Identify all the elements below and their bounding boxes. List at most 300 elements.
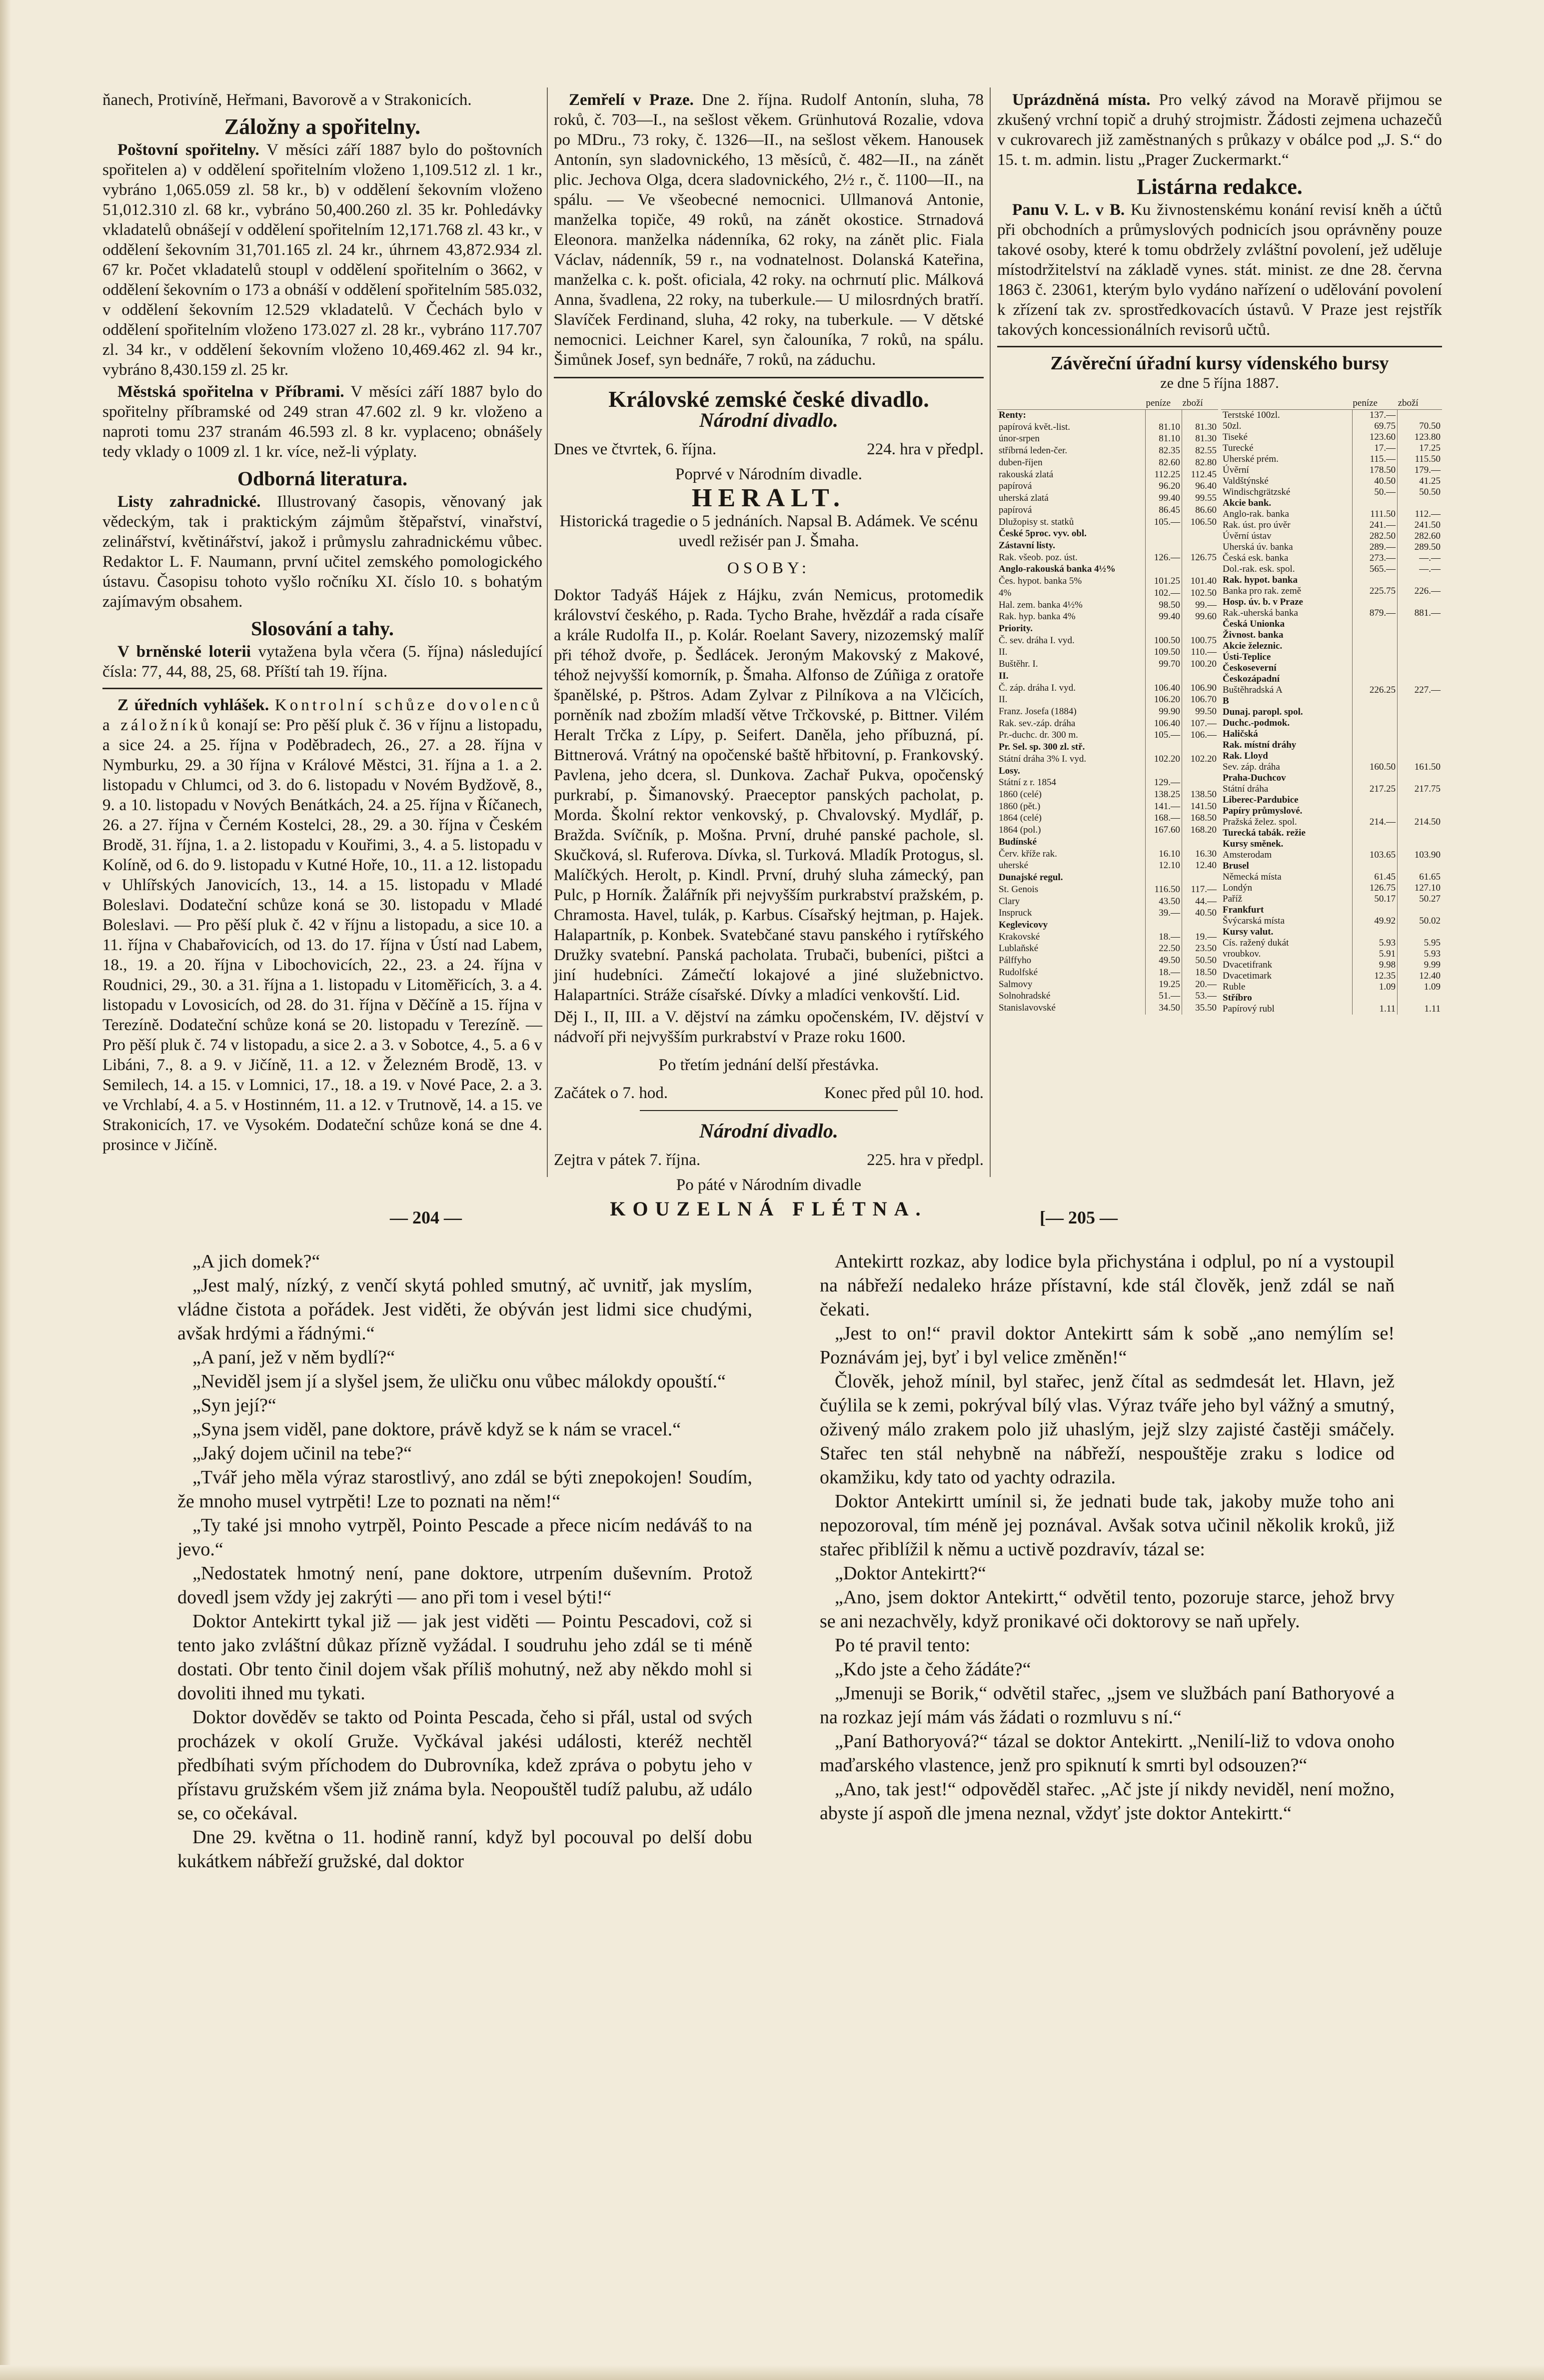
kursy-date: ze dne 5 října 1887. (1160, 375, 1279, 391)
kurs-label: únor-srpen (999, 433, 1040, 444)
kurs-label: Pr. Sel. sp. 300 zl. stř. (999, 742, 1085, 753)
kurs-row (997, 991, 1218, 1003)
kursy-heading: Závěreční úřadní kursy vídenského bursy (1050, 353, 1389, 374)
kurs-row (997, 860, 1218, 872)
kurs-zbozi: 44.— (1182, 896, 1218, 908)
kurs-zbozi: 82.80 (1182, 457, 1218, 469)
kurs-zbozi: 1.09 (1398, 982, 1442, 993)
col-penize: peníze (1145, 397, 1182, 410)
kurs-label: II. (999, 647, 1008, 658)
kurs-label: Č. záp. dráha I. vyd. (999, 682, 1076, 693)
kurs-row (1221, 773, 1442, 784)
kurs-label: Německá místa (1223, 872, 1282, 882)
kurs-row (1221, 586, 1442, 597)
kurs-label: Dvacetimark (1223, 971, 1272, 981)
kurs-label: Priority. (999, 623, 1033, 634)
kurs-zbozi: 100.20 (1182, 659, 1218, 671)
kurs-row (1221, 630, 1442, 641)
kurs-label: Rak. místní dráhy (1223, 740, 1297, 750)
loterie-text: vytažena byla včera (5. října) následující čísla: 77, 44, 88, 25, 68. Příští tah 19. října. (102, 643, 542, 681)
kurs-penize: 115.— (1352, 454, 1397, 465)
kurs-penize (1352, 663, 1397, 674)
kurs-row (1221, 784, 1442, 795)
kurs-zbozi (1398, 993, 1442, 1004)
kurs-penize: 217.25 (1352, 784, 1397, 795)
col-zbozi: zboží (1398, 397, 1442, 410)
kurs-row (997, 517, 1218, 529)
kurs-row (1221, 663, 1442, 674)
kurs-penize (1352, 674, 1397, 685)
zemreli-lead: Zemřelí v Praze. (569, 91, 694, 109)
kurs-label: papírová květ.-list. (999, 421, 1070, 432)
kurs-row (1221, 443, 1442, 454)
kurs-zbozi: 106.50 (1182, 517, 1218, 529)
kurs-penize (1352, 905, 1397, 916)
kurs-label: Pražská želez. spol. (1223, 817, 1297, 827)
kurs-penize (1145, 410, 1182, 422)
kurs-label: duben-říjen (999, 457, 1043, 468)
kurs-label: České 5proc. vyv. obl. (999, 528, 1087, 539)
listarna-lead: Panu V. L. v B. (1012, 201, 1125, 219)
story-paragraph: Doktor dověděv se takto od Pointa Pescada, čeho si přál, ustal od svých procházek v okolí Gruže. Vyčkával jakési události, kteréž nechtěl předbíhati svým příchodem do Dubrovníka, kdež zpráva o pobytu jeho v přístavu gružském všem již známa byla. Neopouštěl tudíž palubu, až událo se, co očekával. (177, 1707, 752, 1824)
kurs-zbozi: 102.50 (1182, 588, 1218, 600)
kurs-zbozi: 881.— (1398, 608, 1442, 619)
kurs-penize: 112.25 (1145, 469, 1182, 481)
kurs-row (997, 837, 1218, 849)
kurs-row (1221, 949, 1442, 960)
kurs-zbozi: 9.99 (1398, 960, 1442, 971)
vyhlasek-lead: Z úředních vyhlášek. (117, 696, 269, 714)
kurs-label: Rak. sev.-záp. dráha (999, 718, 1076, 729)
kurs-label: Zástavní listy. (999, 540, 1055, 551)
kurs-row (997, 552, 1218, 564)
kurs-row (997, 754, 1218, 766)
kurs-label: Liberec-Pardubice (1223, 795, 1299, 805)
kurs-row (1221, 1004, 1442, 1015)
kurs-row (997, 493, 1218, 505)
kurs-label: 1860 (pět.) (999, 801, 1041, 812)
kurs-row (1221, 553, 1442, 564)
kurs-label: Frankfurt (1223, 905, 1264, 915)
kurs-row (997, 896, 1218, 908)
kurs-penize: 106.40 (1145, 683, 1182, 695)
kurs-zbozi: 16.30 (1182, 849, 1218, 861)
kurs-zbozi (1398, 597, 1442, 608)
postovni-lead: Poštovní spořitelny. (117, 141, 259, 159)
kurs-zbozi (1398, 674, 1442, 685)
kurs-zbozi: 106.— (1182, 730, 1218, 742)
kurs-penize (1145, 766, 1182, 778)
kurs-row (1221, 685, 1442, 696)
story-paragraph: Dne 29. května o 11. hodině ranní, když byl pocouval po delší dobu kukátkem nábřeží gružské, dal doktor (177, 1827, 752, 1872)
kurs-zbozi: 53.— (1182, 991, 1218, 1003)
kurs-row (997, 813, 1218, 825)
kurs-row (1221, 960, 1442, 971)
kurs-penize (1352, 652, 1397, 663)
kurs-penize: 99.40 (1145, 611, 1182, 623)
kurs-zbozi: 179.— (1398, 465, 1442, 476)
story-paragraph: „Kdo jste a čeho žádáte?“ (835, 1659, 1031, 1680)
kurs-penize (1145, 742, 1182, 754)
intro-text: ňanech, Protivíně, Heřmani, Bavorově a v Strakonicích. (102, 91, 472, 109)
kurs-penize (1352, 795, 1397, 806)
kurs-zbozi: 17.25 (1398, 443, 1442, 454)
kurs-label: Tiseké (1223, 432, 1248, 442)
kurs-zbozi: 110.— (1182, 647, 1218, 659)
story-paragraph: „Doktor Antekirtt?“ (835, 1563, 986, 1584)
kurs-row (1221, 542, 1442, 553)
kurs-row (1221, 421, 1442, 432)
kurs-label: 4% (999, 587, 1012, 598)
kurs-zbozi (1398, 773, 1442, 784)
kurs-row (1221, 872, 1442, 883)
loterie-lead: V brněnské loterii (117, 643, 251, 661)
kurs-row (1221, 806, 1442, 817)
kurs-row (997, 481, 1218, 493)
kurs-penize (1352, 718, 1397, 729)
perf1-description: Historická tragedie o 5 jednáních. Napsal B. Adámek. Ve scénu uvedl režisér pan J. Šmaha. (559, 512, 978, 550)
kurs-label: papírová (999, 504, 1032, 515)
kurs-penize: 16.10 (1145, 849, 1182, 861)
kurs-penize: 17.— (1352, 443, 1397, 454)
kurs-penize: 137.— (1352, 410, 1397, 421)
kurs-row (1221, 883, 1442, 894)
kurs-zbozi (1182, 742, 1218, 754)
kurs-zbozi (1398, 740, 1442, 751)
kurs-penize: 69.75 (1352, 421, 1397, 432)
kurs-row (1221, 729, 1442, 740)
cast-heading: OSOBY: (727, 559, 810, 577)
story-paragraph: „Paní Bathoryová?“ tázal se doktor Antekirtt. „Nenilí-liž to vdova onoho maďarského vlastence, jenž pro spiknutí k smrti byl odsouzen?“ (820, 1731, 1395, 1776)
kurs-zbozi (1398, 751, 1442, 762)
kurs-row (1221, 432, 1442, 443)
kurs-zbozi: 168.20 (1182, 825, 1218, 837)
kurs-row (997, 825, 1218, 837)
kurs-zbozi: 106.90 (1182, 683, 1218, 695)
start-time: Začátek o 7. hod. (554, 1084, 668, 1102)
kurs-penize: 99.90 (1145, 706, 1182, 718)
kurs-label: Buštěhr. I. (999, 659, 1038, 670)
kurs-label: Pálffyho (999, 955, 1032, 966)
kurs-penize: 18.— (1145, 967, 1182, 979)
kurs-label: Čes. hypot. banka 5% (999, 576, 1082, 587)
kurs-zbozi: 50.02 (1398, 916, 1442, 927)
kurs-penize (1352, 839, 1397, 850)
story-paragraph: „Tvář jeho měla výraz starostlivý, ano zdál se býti znepokojen! Soudím, že mnoho musel vytrpěti! Lze to poznati na něm!“ (177, 1467, 752, 1512)
kurs-label: Lublaňské (999, 943, 1039, 954)
kurs-penize: 40.50 (1352, 476, 1397, 487)
kurs-label: Inspruck (999, 908, 1032, 919)
kurs-row (997, 635, 1218, 647)
kurs-zbozi (1398, 861, 1442, 872)
kurs-penize (1352, 751, 1397, 762)
zemreli-text: Dne 2. října. Rudolf Antonín, sluha, 78 roků, č. 703—I., na sešlost věkem. Grünhutová Rozalie, vdova po MDru., 73 roky, č. 1326—II., na sešlost věkem. Hanousek Antonín, syn sladovnického, 13 měsíců, č. 482—II., na zánět plic. Jechova Olga, dcera sladovnického, 2½ r., č. 1100—II., na spálu. — Ve všeobecné nemocnici. Ullmanová Antonie, manželka topiče, 49 roků, na zánět okostice. Strnadová Eleonora. manželka nádenníka, 62 roky, na zánět plic. Fiala Václav, nádenník, 59 r., na vodnatelnost. Dolanská Kateřina, manželka c. k. pošt. oficiala, 42 roky. na ochrnutí plic. Málková Anna, švadlena, 22 roky, na tuberkule.— U milosrdných bratří. Slavíček Ferdinand, sluha, 42 roky, na tuberkule. — V dětské nemocnici. Leichner Karel, syn čalouníka, 7 roků, na spálu. Šimůnek Josef, syn bednáře, 7 roků, na záduchu. (554, 91, 984, 369)
kurs-zbozi: 81.30 (1182, 433, 1218, 445)
story-paragraph: „Jest malý, nízký, z venčí skytá pohled smutný, ač uvnitř, jak myslím, vládne čistota a pořádek. Jest viděti, že obýván jest lidmi sice chudými, avšak hrdými a řádnými.“ (177, 1275, 752, 1344)
kurs-row (997, 979, 1218, 991)
kurs-row (997, 410, 1218, 422)
kurs-label: uherská zlatá (999, 493, 1049, 504)
kurs-zbozi (1398, 641, 1442, 652)
kurs-penize: 106.40 (1145, 718, 1182, 730)
kurs-zbozi: —.— (1398, 553, 1442, 564)
theatre-subtitle-2: Národní divadlo. (699, 1120, 838, 1142)
kurs-zbozi: 99.50 (1182, 706, 1218, 718)
kurs-label: Brusel (1223, 861, 1249, 871)
kurs-zbozi: 5.93 (1398, 949, 1442, 960)
kurs-penize: 5.91 (1352, 949, 1397, 960)
kurs-row (1221, 597, 1442, 608)
kurs-row (997, 576, 1218, 588)
perf1-note: Poprvé v Národním divadle. (675, 465, 862, 483)
kurs-label: Rak. Lloyd (1223, 751, 1268, 761)
kurs-penize: 102.20 (1145, 754, 1182, 766)
kurs-row (997, 789, 1218, 801)
mestska-lead: Městská spořitelna v Příbrami. (117, 383, 344, 401)
kurs-label: Salmovy (999, 979, 1033, 990)
kurs-label: Rak. úst. pro úvěr (1223, 520, 1291, 530)
kurs-row (997, 600, 1218, 612)
kurs-row (1221, 718, 1442, 729)
vyhlasek-spaced: Kontrolní schůze dovolenců a záložníků (102, 696, 542, 734)
kurs-row (1221, 696, 1442, 707)
kurs-row (1221, 828, 1442, 839)
perf1-play-title: HERALT. (692, 484, 846, 512)
kurs-label: Kursy směnek. (1223, 839, 1284, 849)
kurs-zbozi: 241.50 (1398, 520, 1442, 531)
kurs-penize (1352, 707, 1397, 718)
col-zbozi: zboží (1182, 397, 1218, 410)
kurs-row (997, 433, 1218, 445)
kurs-penize: 99.70 (1145, 659, 1182, 671)
kurs-label: Duchc.-podmok. (1223, 718, 1290, 728)
kurs-zbozi: 70.50 (1398, 421, 1442, 432)
kurs-zbozi: —.— (1398, 564, 1442, 575)
kurs-zbozi: 99.60 (1182, 611, 1218, 623)
kurs-penize: 126.— (1145, 552, 1182, 564)
kurs-zbozi: 12.40 (1398, 971, 1442, 982)
end-time: Konec před půl 10. hod. (824, 1084, 984, 1102)
kurs-row (1221, 707, 1442, 718)
kurs-penize: 106.20 (1145, 694, 1182, 706)
kurs-penize: 282.50 (1352, 531, 1397, 542)
kurs-penize: 116.50 (1145, 884, 1182, 896)
kurs-row (1221, 971, 1442, 982)
column-rule (547, 87, 548, 1177)
story-paragraph: Doktor Antekirtt umínil si, že jednati bude tak, jakoby muže toho ani nepozoroval, tím méně jej poznával. Avšak sotva učinil několik kroků, již stařec přiblížil k němu a uctivě pozdravív, tázal se: (820, 1491, 1395, 1560)
misto-lead: Uprázdněná místa. (1012, 91, 1151, 109)
kurs-penize (1145, 837, 1182, 849)
kurs-row (997, 540, 1218, 552)
kurs-zbozi: 107.— (1182, 718, 1218, 730)
kurs-label: Rak.-uherská banka (1223, 608, 1298, 618)
kurs-penize (1352, 498, 1397, 509)
kurs-label: Sev. záp. dráha (1223, 762, 1280, 772)
kurs-zbozi: 227.— (1398, 685, 1442, 696)
kurs-zbozi: 117.— (1182, 884, 1218, 896)
kurs-row (997, 564, 1218, 576)
kurs-penize (1352, 773, 1397, 784)
kurs-penize (1352, 927, 1397, 938)
story-paragraph: „Ano, jsem doktor Antekirtt,“ odvětil tento, pozoruje starce, jehož brvy se ani nezachvěly, když pronikavé oči doktorovy se naň upřely. (820, 1587, 1395, 1632)
kurs-label: Papíry průmyslové. (1223, 806, 1303, 816)
kurs-label: Anglo-rakouská banka 4½% (999, 564, 1116, 575)
kurs-zbozi: 61.65 (1398, 872, 1442, 883)
kurs-penize: 49.50 (1145, 955, 1182, 967)
kurs-row (1221, 454, 1442, 465)
kurs-penize (1145, 920, 1182, 932)
kursy-table-right (1221, 397, 1442, 1015)
kurs-penize: 1.11 (1352, 1004, 1397, 1015)
kurs-zbozi (1398, 652, 1442, 663)
kurs-label: Státní z r. 1854 (999, 777, 1057, 788)
kurs-penize: 103.65 (1352, 850, 1397, 861)
story-paragraph: „A paní, jež v něm bydlí?“ (192, 1347, 395, 1368)
kurs-label: Živnost. banka (1223, 630, 1284, 640)
kurs-label: Buštěhradská A (1223, 685, 1283, 695)
kurs-penize: 879.— (1352, 608, 1397, 619)
kurs-label: B (1223, 696, 1229, 706)
kurs-penize (1352, 630, 1397, 641)
kurs-penize: 141.— (1145, 801, 1182, 813)
kurs-penize: 50.17 (1352, 894, 1397, 905)
kurs-zbozi: 126.75 (1182, 552, 1218, 564)
kurs-penize: 105.— (1145, 730, 1182, 742)
kurs-row (1221, 817, 1442, 828)
kurs-label: vroubkov. (1223, 949, 1261, 959)
kursy-table-left (997, 397, 1218, 1015)
kurs-zbozi: 12.40 (1182, 860, 1218, 872)
kurs-row (997, 505, 1218, 517)
theatre-subtitle: Národní divadlo. (699, 409, 838, 431)
kurs-zbozi: 99.55 (1182, 493, 1218, 505)
kurs-label: Úvěrní ústav (1223, 531, 1272, 541)
story-paragraph: Antekirtt rozkaz, aby lodice byla přichystána i odplul, po ní a vystoupil na nábřeží nedaleko hráze přístavní, kde stál člověk, jenž zdál se naň čekati. (820, 1251, 1395, 1320)
kurs-label: Turecká tabák. režie (1223, 828, 1306, 838)
kurs-row (1221, 861, 1442, 872)
kurs-penize (1352, 597, 1397, 608)
kurs-label: Franz. Josefa (1884) (999, 706, 1077, 717)
kurs-penize (1352, 993, 1397, 1004)
kurs-row (997, 718, 1218, 730)
kurs-penize: 49.92 (1352, 916, 1397, 927)
kurs-zbozi (1398, 696, 1442, 707)
listy-lead: Listy zahradnické. (117, 493, 261, 511)
story-paragraph: „Jaký dojem učinil na tebe?“ (192, 1443, 412, 1464)
kurs-zbozi (1182, 872, 1218, 884)
kurs-row (1221, 487, 1442, 498)
story-paragraph: Po té pravil tento: (835, 1635, 971, 1656)
kurs-label: Hosp. úv. b. v Praze (1223, 597, 1303, 607)
kurs-penize (1352, 828, 1397, 839)
kurs-zbozi: 282.60 (1398, 531, 1442, 542)
kurs-label: Haličská (1223, 729, 1258, 739)
page-number-right: [— 205 — (1040, 1207, 1118, 1227)
kurs-penize: 289.— (1352, 542, 1397, 553)
kurs-row (997, 849, 1218, 861)
kurs-penize: 43.50 (1145, 896, 1182, 908)
kurs-label: Českozápadní (1223, 674, 1280, 684)
kurs-zbozi: 214.50 (1398, 817, 1442, 828)
kurs-row (997, 955, 1218, 967)
kurs-row (1221, 927, 1442, 938)
kurs-label: Rak. všeob. poz. úst. (999, 552, 1078, 563)
kurs-penize: 241.— (1352, 520, 1397, 531)
kurs-zbozi: 40.50 (1182, 908, 1218, 920)
kurs-label: Dlužopisy st. statků (999, 516, 1074, 527)
scan-edge-bottom (0, 2365, 1544, 2380)
kurs-penize: 138.25 (1145, 789, 1182, 801)
kurs-penize: 111.50 (1352, 509, 1397, 520)
kurs-label: Česká Unionka (1223, 619, 1285, 629)
kurs-zbozi: 86.60 (1182, 505, 1218, 517)
kurs-penize (1352, 806, 1397, 817)
kurs-label: Dvacetifrank (1223, 960, 1273, 970)
kurs-label: Amsterodam (1223, 850, 1272, 860)
kurs-label: Krakovské (999, 931, 1040, 942)
kurs-label: Windischgrätzské (1223, 487, 1291, 497)
kurs-row (997, 872, 1218, 884)
story-column-right (820, 1249, 1395, 1825)
kurs-row (1221, 850, 1442, 861)
story-paragraph: Člověk, jehož mínil, byl stařec, jenž čítal as sedmdesát let. Hlavn, jež čuýlila se k zemi, pokrýval bílý vlas. Výraz tváře jeho byl vážný a smutný, oživený málo zrakem polo již uhaslým, jejž slzy zajisté častěji smáčely. Stařec ten stál nehybně na nábřeží, nespouštěje zraku s lodice od okamžiku, kdy tato od yachty odrazila. (820, 1371, 1395, 1488)
kurs-zbozi (1398, 410, 1442, 421)
kurs-row (1221, 674, 1442, 685)
kurs-label: Švýcarská místa (1223, 916, 1285, 926)
kurs-zbozi (1398, 839, 1442, 850)
misto-text: Pro velký závod na Moravě přijmou se zkušený vrchní topič a druhý strojmistr. Žádosti zejmena uchazečů v cukrovarech již zaměstnaných s průkazy v obálce pod „J. S.“ do 15. t. m. admin. listu „Prager Zuckermarkt.“ (997, 91, 1442, 169)
kurs-label: II. (999, 694, 1008, 705)
kurs-label: Turecké (1223, 443, 1254, 453)
kurs-zbozi (1182, 528, 1218, 540)
kurs-row (997, 943, 1218, 955)
kurs-zbozi: 141.50 (1182, 801, 1218, 813)
kurs-label: Uherská úv. banka (1223, 542, 1293, 552)
kurs-zbozi (1398, 619, 1442, 630)
kurs-label: Papírový rubl (1223, 1004, 1275, 1014)
kurs-zbozi: 18.50 (1182, 967, 1218, 979)
postovni-text: V měsíci září 1887 bylo do poštovních spořitelen a) v oddělení spořitelním vloženo 1,109.512 zl. 1 kr., vybráno 1,065.059 zl. 58 kr., b) v oddělení šekovním vloženo 51,012.310 zl. 68 kr., vybráno 50,400.260 zl. 35 kr. Pohledávky vkladatelů obnášejí v oddělení spořitelním 12,171.768 zl. 43 kr., v oddělení šekovním 31,701.165 zl. 24 kr., úhrnem 43,872.934 zl. 67 kr. Počet vkladatelů stoupl v oddělení spořitelním o 3662, v oddělení šekovním o 173 a obnáší v oddělení spořitelním 585.032, v oddělení šekovním 12.529 vkladatelů. V Čechách bylo v oddělení spořitelním vloženo 173.027 zl. 28 kr., vybráno 117.707 zl. 34 kr., v oddělení šekovním vloženo 10,469.462 zl. 94 kr., vybráno 8,430.159 zl. 25 kr. (102, 141, 543, 379)
kurs-row (997, 801, 1218, 813)
kurs-row (1221, 993, 1442, 1004)
kurs-label: Rak. hyp. banka 4% (999, 611, 1076, 622)
perf2-date: Zejtra v pátek 7. října. (554, 1151, 701, 1169)
kurs-row (997, 647, 1218, 659)
kurs-row (1221, 531, 1442, 542)
kurs-label: Akcie bank. (1223, 498, 1272, 508)
kurs-label: Renty: (999, 410, 1026, 420)
kurs-label: Státní dráha 3% I. vyd. (999, 753, 1087, 764)
perf1-date: Dnes ve čtvrtek, 6. října. (554, 440, 717, 458)
kurs-row (997, 445, 1218, 457)
kurs-penize: 129.— (1145, 777, 1182, 789)
kurs-zbozi: 50.50 (1182, 955, 1218, 967)
col-penize: peníze (1352, 397, 1397, 410)
kurs-row (1221, 509, 1442, 520)
kurs-row (1221, 740, 1442, 751)
perf2-number: 225. hra v předpl. (867, 1151, 984, 1169)
kurs-penize: 18.— (1145, 932, 1182, 944)
kurs-row (1221, 476, 1442, 487)
acts-note: Děj I., II, III. a V. dějství na zámku opočenském, IV. dějství v nádvoří při nejvyšším purkrabství v Praze roku 1600. (554, 1008, 984, 1046)
kurs-zbozi: 106.70 (1182, 694, 1218, 706)
kurs-row (1221, 641, 1442, 652)
kurs-label: Losy. (999, 765, 1020, 776)
kurs-penize (1145, 564, 1182, 576)
story-paragraph: „Ty také jsi mnoho vytrpěl, Pointo Pescade a přece nicím nedáváš to na jevo.“ (177, 1515, 752, 1560)
kurs-zbozi: 50.27 (1398, 894, 1442, 905)
kurs-row (997, 683, 1218, 695)
